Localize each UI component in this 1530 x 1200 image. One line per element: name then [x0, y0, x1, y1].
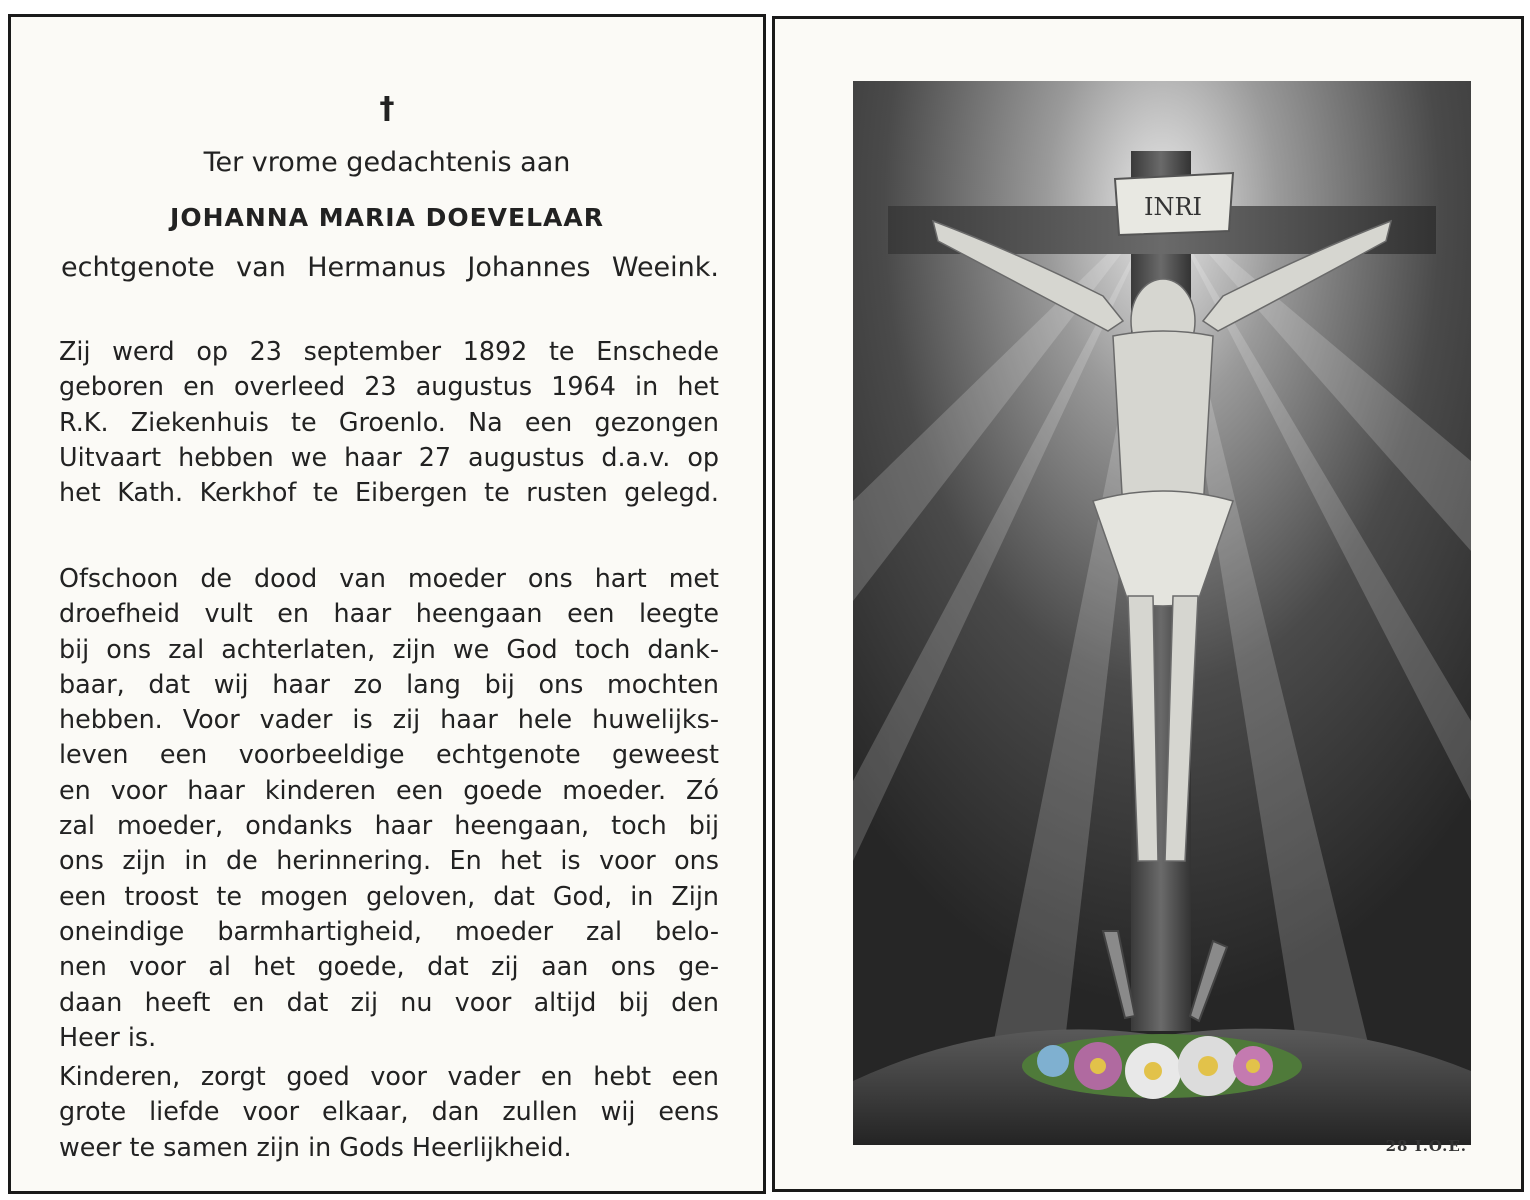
memorial-text-card [8, 14, 766, 1194]
text-line: Heer is. [59, 1021, 157, 1052]
spouse-line: echtgenote van Hermanus Johannes Weeink. [61, 252, 719, 283]
text-line: Uitvaart hebben we haar 27 augustus d.a.v. op [59, 441, 719, 472]
text-line: een troost te mogen geloven, dat God, in Zijn [59, 880, 719, 911]
text-line: droefheid vult en haar heengaan een leegte [59, 598, 719, 629]
text-line: zal moeder, ondanks haar heengaan, toch bij [59, 810, 719, 841]
print-code: 28 I.O.E. [1385, 1137, 1467, 1155]
text-line: bij ons zal achterlaten, zijn we God toch dank- [59, 633, 719, 664]
text-line: nen voor al het goede, dat zij aan ons ge- [59, 951, 719, 982]
devotional-picture-card [772, 16, 1524, 1192]
intro-text: Ter vrome gedachtenis aan [203, 147, 571, 178]
svg-text:INRI: INRI [1143, 193, 1203, 221]
text-line: daan heeft en dat zij nu voor altijd bij den [59, 986, 719, 1017]
text-line: ons zijn in de herinnering. En het is voor ons [59, 845, 719, 876]
deceased-name: JOHANNA MARIA DOEVELAAR [170, 203, 604, 232]
cross-icon: † [379, 91, 395, 126]
closing-paragraph [59, 1059, 719, 1165]
text-line: Zij werd op 23 september 1892 te Enschede [59, 336, 719, 366]
text-line: het Kath. Kerkhof te Eibergen te rusten gelegd. [59, 477, 719, 508]
crucifix-illustration-icon [853, 81, 1471, 1145]
biography-paragraph [59, 334, 719, 510]
text-line: geboren en overleed 23 augustus 1964 in het [59, 371, 719, 402]
text-line: Kinderen, zorgt goed voor vader en hebt een [59, 1061, 719, 1091]
text-line: hebben. Voor vader is zij haar hele huwelijks- [59, 704, 719, 735]
tribute-paragraph [59, 561, 719, 1055]
text-line: Ofschoon de dood van moeder ons hart met [59, 563, 719, 593]
text-line: baar, dat wij haar zo lang bij ons mochten [59, 668, 719, 699]
text-line: R.K. Ziekenhuis te Groenlo. Na een gezongen [59, 406, 719, 437]
text-line: grote liefde voor elkaar, dan zullen wij eens [59, 1096, 719, 1127]
text-line: en voor haar kinderen een goede moeder. Zó [59, 774, 719, 805]
text-line: weer te samen zijn in Gods Heerlijkheid. [59, 1131, 572, 1162]
text-line: leven een voorbeeldige echtgenote geweest [59, 739, 719, 770]
text-line: oneindige barmhartigheid, moeder zal belo- [59, 915, 719, 946]
